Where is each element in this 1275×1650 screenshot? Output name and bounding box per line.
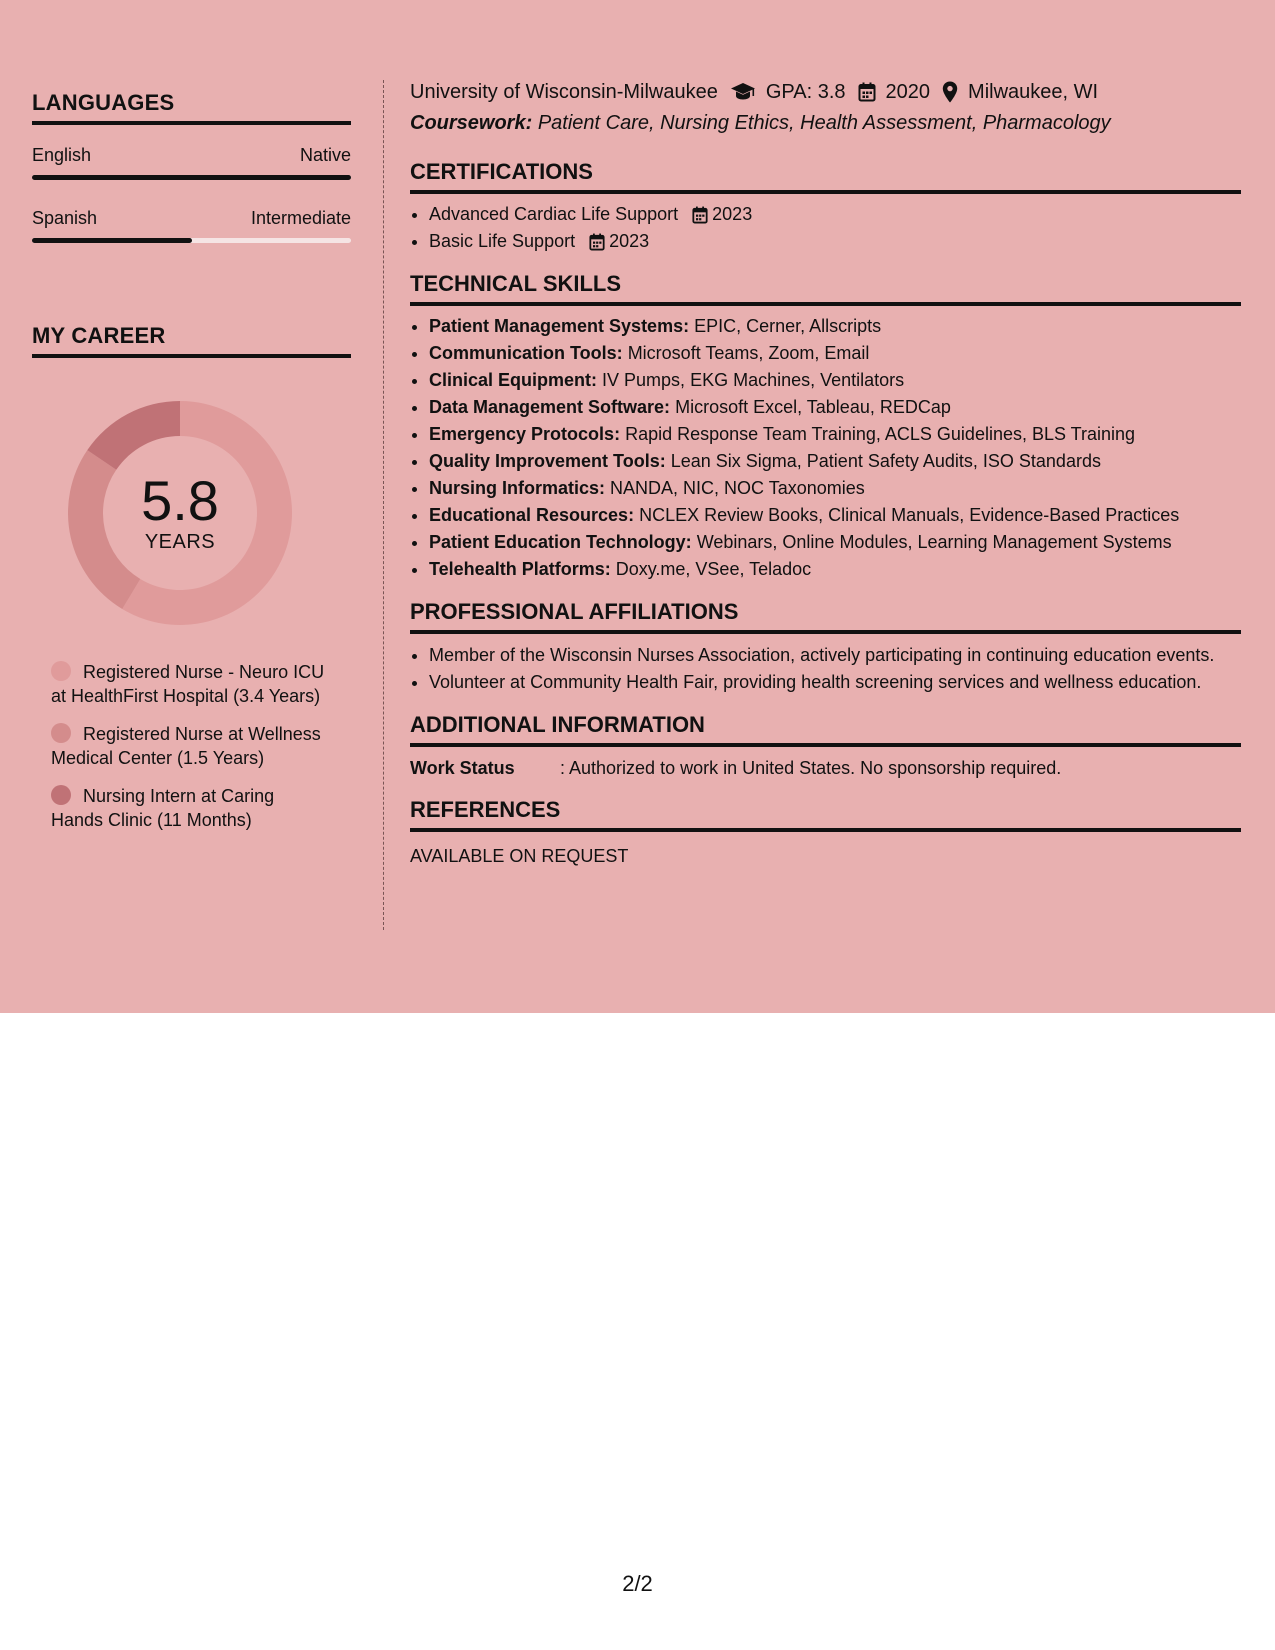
languages-title: LANGUAGES <box>32 92 351 125</box>
skill-item <box>429 556 1241 583</box>
coursework <box>410 111 1241 135</box>
column-divider <box>383 80 384 930</box>
skill-item <box>429 421 1241 448</box>
education-line <box>410 80 1241 104</box>
skill-item <box>429 340 1241 367</box>
career-legend <box>51 660 326 832</box>
career-total-label: YEARS <box>144 530 216 553</box>
additional-info-title: ADDITIONAL INFORMATION <box>410 714 1241 747</box>
career-item-text: Registered Nurse at Wellness Medical Center (1.5 Years) <box>51 724 321 768</box>
legend-dot <box>51 723 71 743</box>
language-proficiency-fill <box>32 175 351 180</box>
skill-item <box>429 529 1241 556</box>
skill-item <box>429 394 1241 421</box>
career-item-text: Registered Nurse - Neuro ICU at HealthFirst Hospital (3.4 Years) <box>51 662 325 706</box>
affiliations-list <box>410 643 1241 694</box>
skill-item <box>429 502 1241 529</box>
gpa: GPA: 3.8 <box>765 81 846 103</box>
graduation-cap-icon <box>730 82 756 102</box>
affiliation-item: • Volunteer at Community Health Fair, providing health screening services and wellness education. <box>429 670 1241 694</box>
career-legend-item <box>51 660 326 708</box>
certification-name: • Basic Life Support <box>429 231 576 251</box>
language-name: Spanish <box>32 208 98 228</box>
skill-label: Educational Resources: <box>429 505 635 525</box>
affiliation-item: • Member of the Wisconsin Nurses Association, actively participating in continuing education events. <box>429 643 1241 667</box>
language-proficiency-fill <box>32 238 192 243</box>
skill-item <box>429 448 1241 475</box>
certification-item <box>429 201 1241 228</box>
language-proficiency-bar <box>32 175 351 180</box>
language-item <box>32 145 351 180</box>
certification-name: • Advanced Cardiac Life Support <box>429 204 679 224</box>
language-name: English <box>32 145 92 165</box>
graduation-year: 2020 <box>885 81 931 103</box>
legend-dot <box>51 661 71 681</box>
certification-year: 2023 <box>712 204 753 224</box>
language-level: Intermediate <box>250 208 351 228</box>
school-location: Milwaukee, WI <box>968 81 1099 103</box>
skill-item <box>429 313 1241 340</box>
technical-skills-title: TECHNICAL SKILLS <box>410 273 1241 306</box>
career-item-text: Nursing Intern at Caring Hands Clinic (11 Months) <box>51 786 275 830</box>
page-number: 2/2 <box>622 1571 653 1596</box>
certifications-list <box>410 201 1241 255</box>
skill-item <box>429 367 1241 394</box>
skill-value: Microsoft Excel, Tableau, REDCap <box>675 397 951 417</box>
skill-label: Patient Education Technology: <box>429 532 692 552</box>
skill-value: Rapid Response Team Training, ACLS Guidelines, BLS Training <box>625 424 1136 444</box>
legend-dot <box>51 785 71 805</box>
skill-value: EPIC, Cerner, Allscripts <box>694 316 882 336</box>
certification-item <box>429 228 1241 255</box>
skill-label: Clinical Equipment: <box>429 370 598 390</box>
coursework-list: Patient Care, Nursing Ethics, Health Assessment, Pharmacology <box>537 112 1111 134</box>
certifications-title: CERTIFICATIONS <box>410 161 1241 194</box>
work-status <box>410 755 1241 781</box>
skill-value: Doxy.me, VSee, Teladoc <box>615 559 812 579</box>
skill-label: Communication Tools: <box>429 343 623 363</box>
skill-label: Quality Improvement Tools: <box>429 451 666 471</box>
skill-label: Nursing Informatics: <box>429 478 606 498</box>
calendar-icon <box>692 206 708 224</box>
language-item <box>32 208 351 243</box>
career-title: MY CAREER <box>32 325 351 358</box>
skill-label: Data Management Software: <box>429 397 671 417</box>
certification-year: 2023 <box>609 231 650 251</box>
skill-value: IV Pumps, EKG Machines, Ventilators <box>602 370 905 390</box>
career-legend-item <box>51 722 326 770</box>
affiliations-title: PROFESSIONAL AFFILIATIONS <box>410 601 1241 634</box>
skill-value: NANDA, NIC, NOC Taxonomies <box>610 478 865 498</box>
technical-skills-list <box>410 313 1241 583</box>
language-level: Native <box>299 145 351 165</box>
skill-item <box>429 475 1241 502</box>
skill-value: Lean Six Sigma, Patient Safety Audits, ISO Standards <box>670 451 1101 471</box>
school-name: University of Wisconsin-Milwaukee <box>410 81 718 103</box>
calendar-icon <box>858 82 876 102</box>
career-donut-chart <box>65 398 295 628</box>
left-column <box>32 92 351 846</box>
skill-label: Emergency Protocols: <box>429 424 621 444</box>
work-status-label: Work Status <box>410 758 515 778</box>
work-status-value: : Authorized to work in United States. No sponsorship required. <box>560 758 1062 778</box>
skill-label: Telehealth Platforms: <box>429 559 611 579</box>
language-proficiency-bar <box>32 238 351 243</box>
coursework-label: Coursework: <box>410 112 533 134</box>
career-legend-item <box>51 784 326 832</box>
calendar-icon <box>589 233 605 251</box>
skill-value: NCLEX Review Books, Clinical Manuals, Evidence-Based Practices <box>639 505 1180 525</box>
skill-value: Webinars, Online Modules, Learning Management Systems <box>696 532 1172 552</box>
right-column <box>410 80 1241 868</box>
career-total-years: 5.8 <box>141 468 219 532</box>
skill-value: Microsoft Teams, Zoom, Email <box>627 343 870 363</box>
skill-label: Patient Management Systems: <box>429 316 690 336</box>
references-text: AVAILABLE ON REQUEST <box>410 846 629 866</box>
map-pin-icon <box>942 81 958 103</box>
references-title: REFERENCES <box>410 799 1241 832</box>
